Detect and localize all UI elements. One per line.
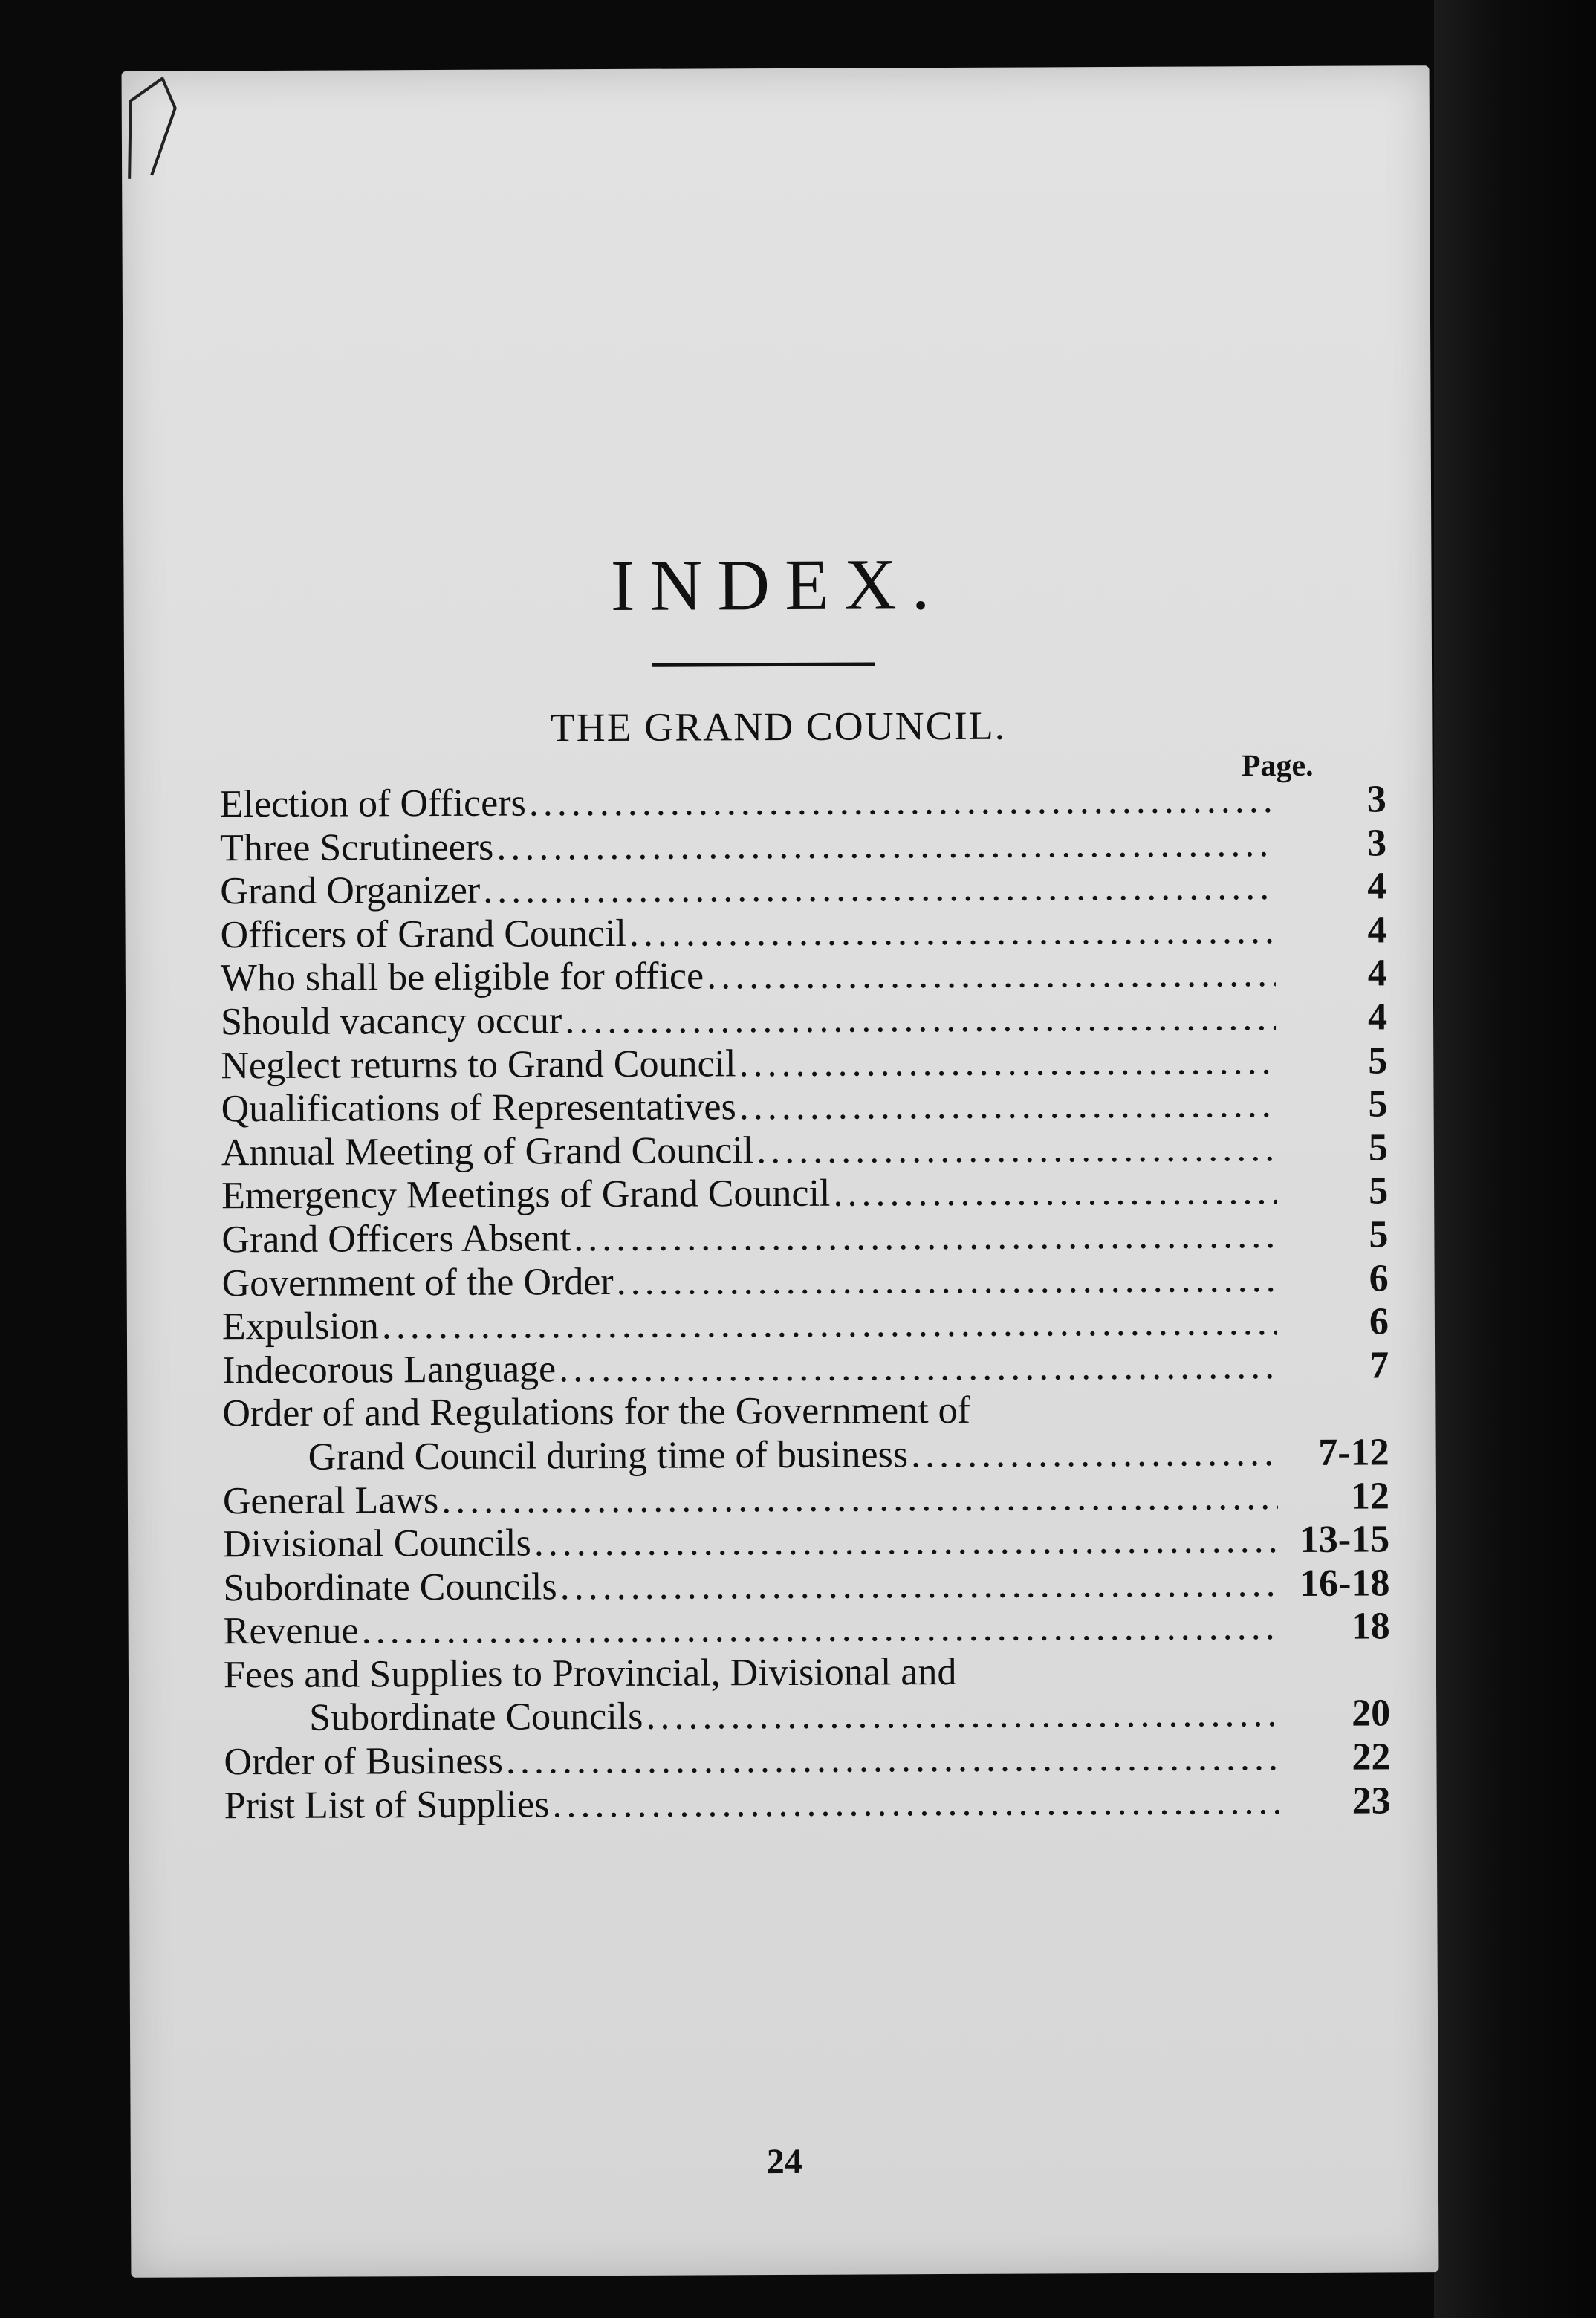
entry-page: 7 [1369, 1344, 1389, 1387]
entry-text: Qualifications of Representatives [221, 1085, 736, 1131]
entry-page: 3 [1366, 822, 1387, 865]
footer-page-number: 24 [766, 2141, 802, 2182]
entry-text: General Laws [222, 1478, 439, 1522]
dot-leader [565, 996, 1276, 1042]
list-item [223, 1605, 1390, 1653]
dot-leader [739, 1039, 1276, 1085]
entry-page: 5 [1369, 1213, 1389, 1256]
list-item [221, 1082, 1388, 1131]
entry-page: 18 [1351, 1605, 1390, 1648]
list-item [224, 1649, 1316, 1697]
dot-leader [559, 1562, 1278, 1608]
entry-text: Government of the Order [221, 1260, 614, 1305]
entry-text: Expulsion [221, 1305, 379, 1348]
entry-text: Should vacancy occur [220, 999, 562, 1044]
entry-text: Subordinate Councils [223, 1565, 557, 1609]
entry-page: 4 [1367, 952, 1387, 995]
entry-text: Order of and Regulations for the Government of [222, 1389, 971, 1435]
dot-leader [506, 1736, 1279, 1783]
list-item [221, 1126, 1388, 1175]
dot-leader [574, 1213, 1277, 1260]
entry-page: 5 [1368, 1169, 1389, 1212]
dot-leader [629, 909, 1276, 955]
entry-page: 4 [1367, 865, 1387, 908]
dot-leader [559, 1344, 1277, 1391]
entry-text: Subordinate Councils [309, 1695, 643, 1740]
entry-page: 12 [1350, 1474, 1390, 1518]
page-column-label: Page. [1241, 748, 1314, 784]
list-item [220, 996, 1388, 1044]
entry-page: 20 [1352, 1692, 1391, 1736]
entry-text: Revenue [223, 1609, 359, 1653]
title-divider [652, 662, 875, 666]
dot-leader [911, 1431, 1278, 1476]
entry-text: Order of Business [224, 1739, 504, 1784]
entry-page: 5 [1368, 1082, 1388, 1126]
entry-page: 5 [1368, 1126, 1388, 1169]
list-item [224, 1692, 1391, 1740]
list-item [222, 1474, 1390, 1522]
torn-corner-mark [122, 71, 212, 183]
dot-leader [534, 1518, 1279, 1565]
entry-page: 22 [1352, 1736, 1391, 1779]
entry-page: 13-15 [1299, 1518, 1390, 1562]
entry-text: Officers of Grand Council [220, 912, 627, 957]
entry-text: Grand Officers Absent [221, 1217, 571, 1262]
list-item [221, 1256, 1389, 1305]
list-item [220, 909, 1387, 957]
list-item [222, 1387, 1314, 1435]
dot-leader [756, 1126, 1277, 1172]
index-entries [219, 778, 1391, 1828]
list-item [221, 1169, 1389, 1218]
entry-text: Grand Organizer [220, 869, 481, 913]
list-item [221, 1300, 1389, 1348]
list-item [223, 1518, 1390, 1566]
entry-page: 7-12 [1318, 1431, 1389, 1474]
dot-leader [646, 1692, 1279, 1739]
dot-leader [382, 1300, 1277, 1348]
list-item [220, 865, 1387, 913]
list-item [222, 1344, 1389, 1392]
list-item [224, 1779, 1391, 1828]
list-item [223, 1562, 1390, 1610]
entry-text: Annual Meeting of Grand Council [221, 1129, 754, 1175]
entry-page: 3 [1366, 778, 1386, 821]
entry-page: 6 [1369, 1300, 1389, 1343]
entry-page: 6 [1369, 1256, 1389, 1300]
entry-text: Divisional Councils [223, 1522, 531, 1566]
entry-text: Prist List of Supplies [224, 1783, 550, 1827]
entry-page: 16-18 [1299, 1562, 1390, 1605]
dot-leader [483, 865, 1275, 912]
section-heading: THE GRAND COUNCIL. [550, 703, 1007, 750]
dark-background-edge [1434, 0, 1596, 2318]
entry-page: 4 [1367, 996, 1388, 1039]
entry-text: Emergency Meetings of Grand Council [221, 1172, 831, 1218]
list-item [221, 1213, 1389, 1262]
list-item [221, 1039, 1388, 1087]
entry-text: Indecorous Language [222, 1348, 557, 1392]
dot-leader [496, 822, 1275, 869]
entry-page: 5 [1368, 1039, 1388, 1082]
entry-text: Three Scrutineers [219, 825, 494, 869]
dot-leader [739, 1082, 1277, 1129]
list-item [223, 1431, 1389, 1479]
list-item [224, 1736, 1391, 1784]
entry-page: 23 [1352, 1779, 1391, 1822]
document-page [122, 65, 1439, 2278]
entry-text: Neglect returns to Grand Council [221, 1042, 736, 1087]
dot-leader [707, 952, 1276, 998]
list-item [219, 821, 1387, 869]
entry-text: Grand Council during time of business [308, 1433, 909, 1478]
dot-leader [617, 1257, 1277, 1304]
entry-text: Election of Officers [219, 782, 526, 826]
entry-page: 4 [1367, 909, 1387, 952]
entry-text: Who shall be eligible for office [220, 955, 704, 1000]
list-item [219, 778, 1386, 826]
index-title: INDEX. [610, 545, 945, 626]
dot-leader [552, 1779, 1279, 1826]
dot-leader [833, 1169, 1277, 1215]
dot-leader [529, 778, 1275, 825]
dot-leader [362, 1605, 1279, 1652]
entry-text: Fees and Supplies to Provincial, Divisional and [223, 1650, 957, 1697]
list-item [220, 952, 1387, 1000]
dot-leader [441, 1475, 1278, 1522]
